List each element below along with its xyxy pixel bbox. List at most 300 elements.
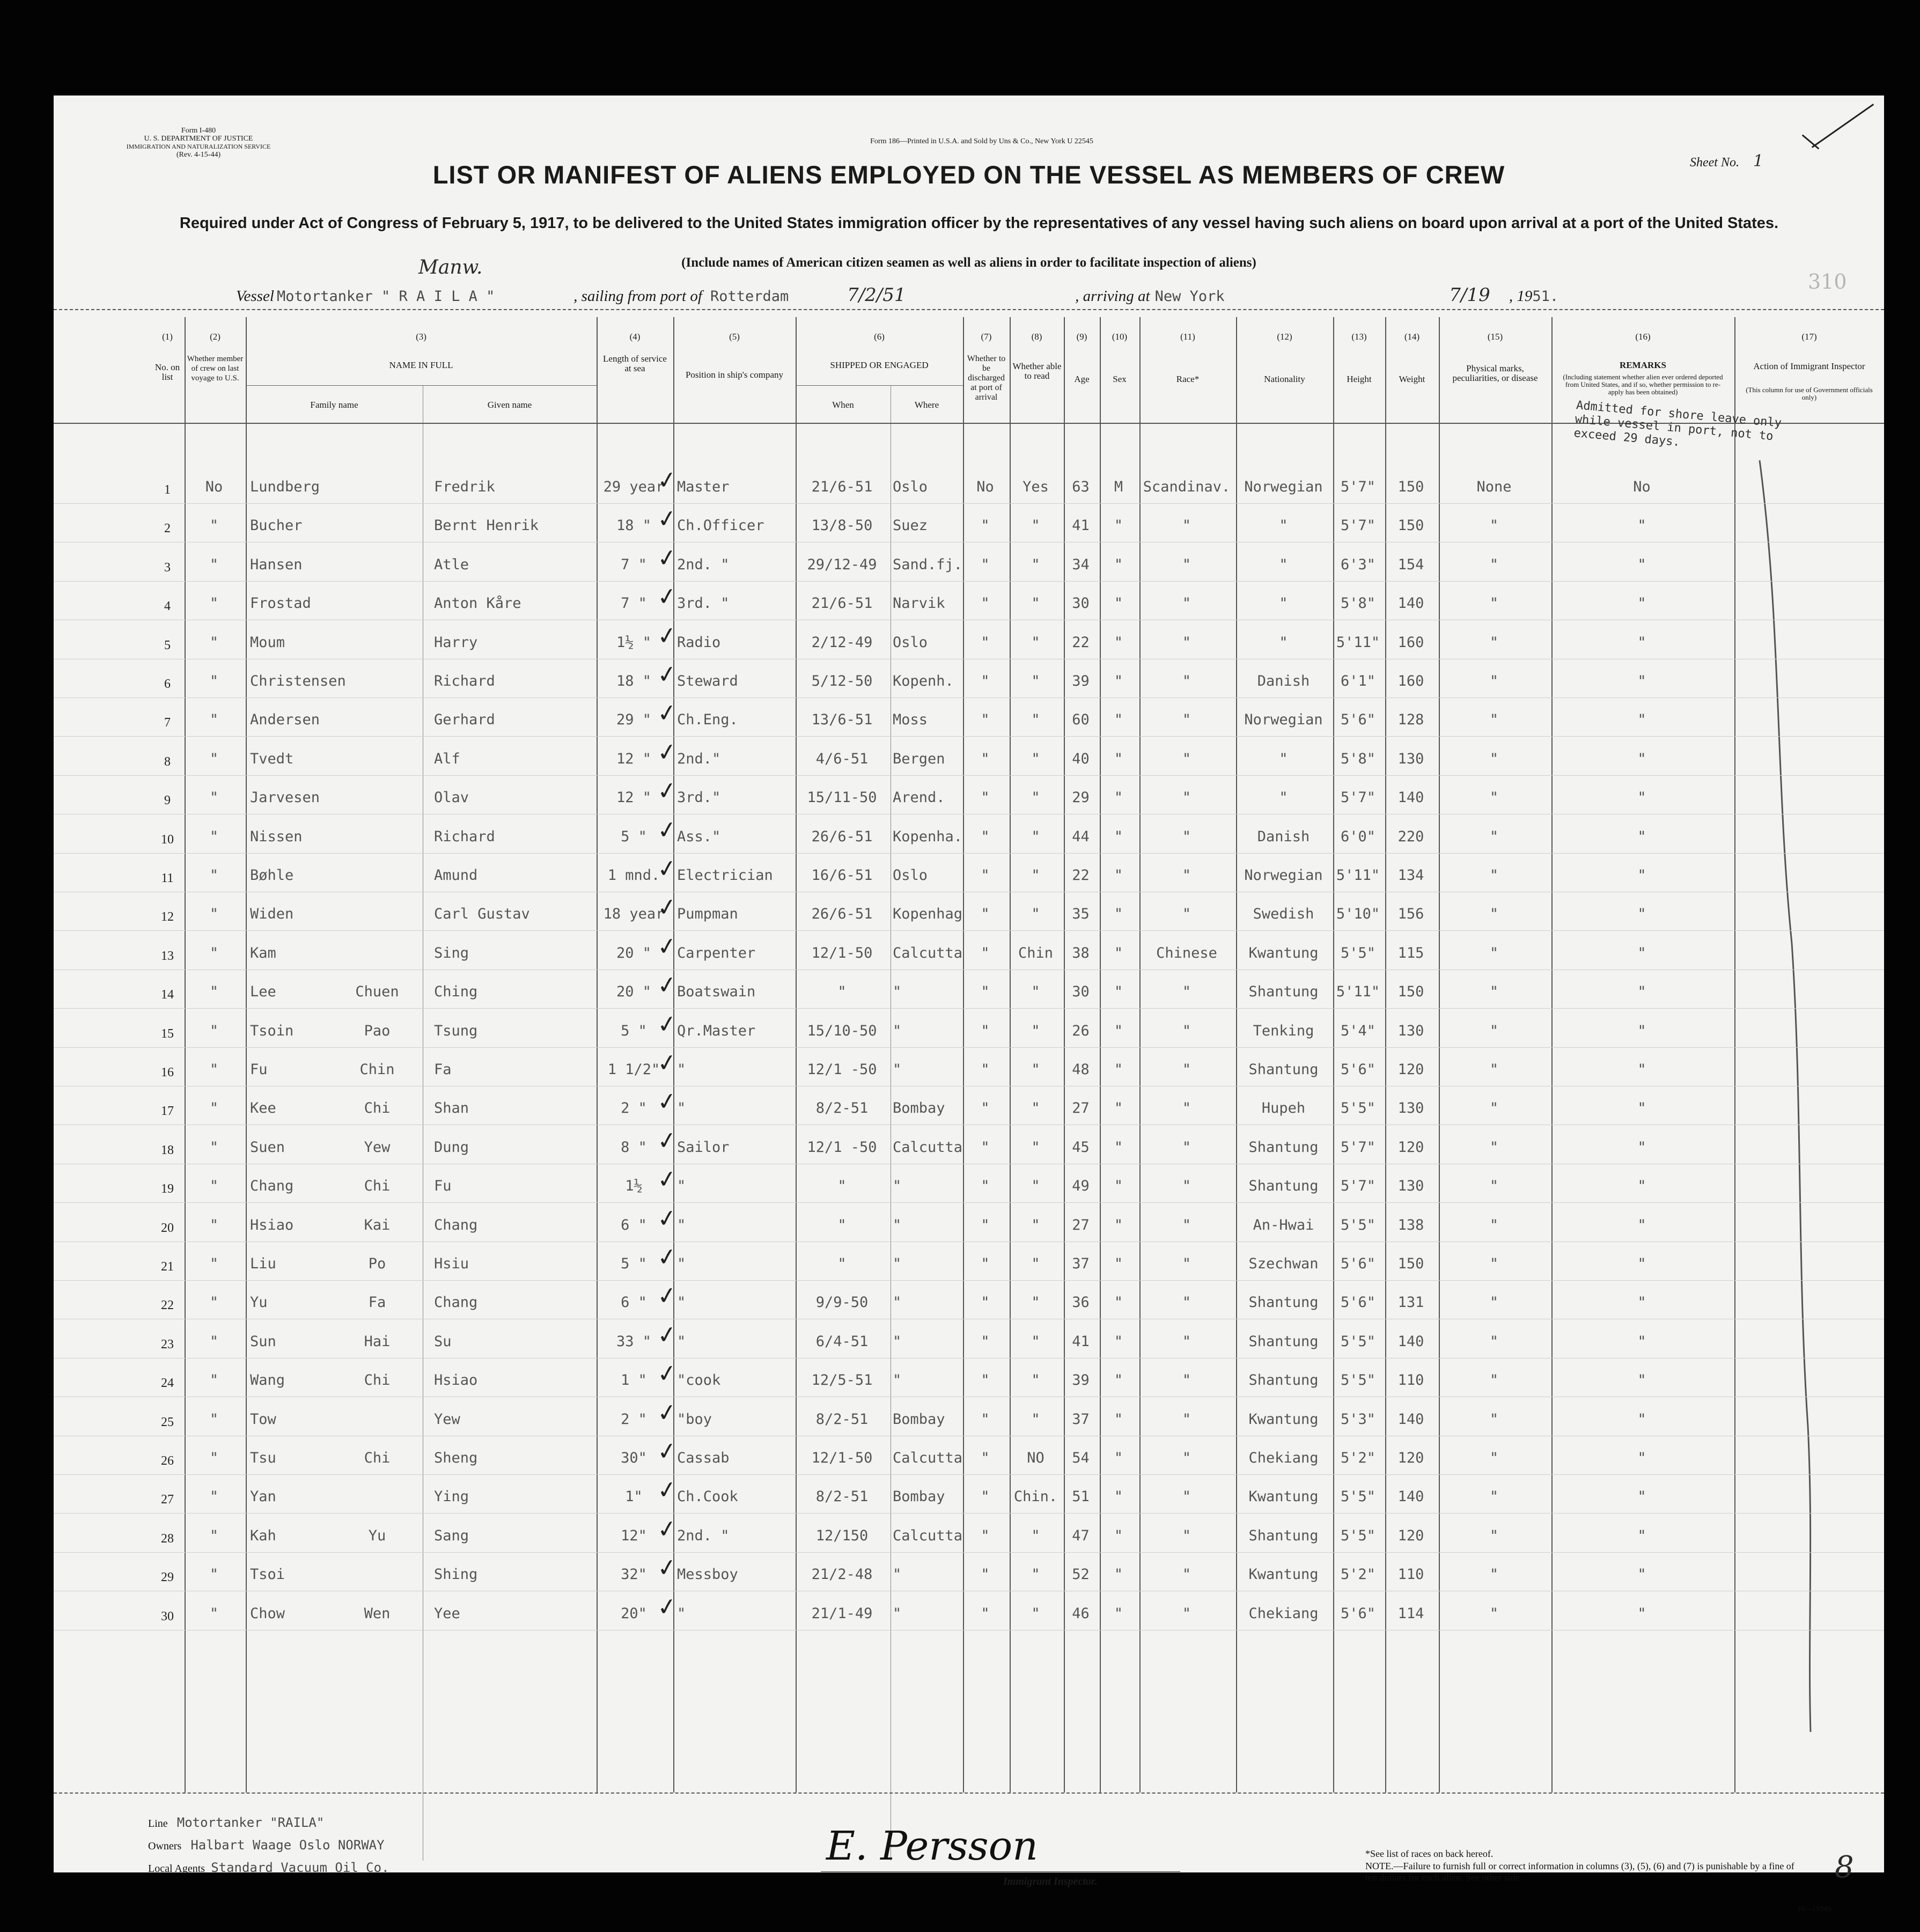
cell-prev-voyage: " [209, 1138, 219, 1156]
check-mark: ✓ [655, 970, 679, 1001]
cell-age: 36 [1072, 1294, 1090, 1311]
cell-remarks: " [1637, 711, 1646, 729]
cell-where: Suez [893, 517, 928, 534]
row-rule [54, 969, 1884, 970]
cell-when: " [837, 1255, 847, 1272]
page-subtitle: Required under Act of Congress of February 5, 1917, to be delivered to the United States immigration officer by the representatives of any vessel having such aliens on board upon arrival at a port of the United States. [179, 215, 1779, 232]
cell-nationality: Shantung [1248, 1333, 1319, 1350]
cell-age: 49 [1072, 1178, 1090, 1195]
cell-family-name: Moum [250, 634, 285, 651]
cell-prev-voyage: " [209, 1178, 219, 1195]
cell-position: Ass." [677, 828, 721, 845]
cell-family-name: Widen [250, 906, 294, 923]
arrival-date: 7/19 [1449, 284, 1490, 306]
cell-nationality: " [1279, 789, 1288, 806]
row-number: 4 [164, 599, 171, 614]
cell-when: 8/2-51 [815, 1488, 869, 1505]
cell-given-name: Richard [434, 828, 495, 845]
check-mark: ✓ [655, 659, 679, 690]
cell-weight: 131 [1397, 1294, 1424, 1311]
cell-height: 5'7" [1340, 1178, 1376, 1195]
cell-service: 29 " [616, 711, 652, 729]
cell-when: 12/1 -50 [807, 1138, 877, 1156]
cell-service: 18 " [616, 517, 652, 534]
cell-physical-marks: " [1489, 1061, 1499, 1078]
cell-age: 30 [1072, 595, 1090, 612]
cell-remarks: " [1637, 1527, 1646, 1544]
cell-family-name: Fu [250, 1061, 268, 1078]
cell-discharged: " [981, 1255, 990, 1272]
col-num-13: (13) [1351, 332, 1367, 342]
cell-where: " [893, 1372, 902, 1389]
column-divider [246, 317, 247, 1793]
header-subrule [246, 385, 597, 386]
cell-service: 12" [621, 1527, 647, 1544]
cell-race: " [1182, 1022, 1191, 1039]
cell-remarks: " [1637, 750, 1646, 767]
row-number: 2 [164, 521, 171, 536]
cell-prev-voyage: " [209, 1022, 219, 1039]
cell-position: Sailor [677, 1138, 730, 1156]
cell-where: " [893, 1333, 902, 1350]
owners-value: Halbart Waage Oslo NORWAY [190, 1838, 385, 1853]
cell-nationality: Norwegian [1244, 479, 1323, 495]
instruction-note: (Include names of American citizen seamen as well as aliens in order to facilitate inspection of aliens) [681, 255, 1256, 270]
cell-nationality: Tenking [1253, 1022, 1314, 1039]
row-number: 22 [161, 1298, 174, 1313]
cell-discharged: " [981, 634, 990, 651]
cell-race: " [1182, 1138, 1191, 1156]
col-head-shipped: SHIPPED OR ENGAGED [830, 360, 929, 370]
cell-family-name: Hansen [250, 556, 303, 573]
cell-physical-marks: " [1489, 673, 1499, 689]
cell-given-name: Chang [434, 1216, 478, 1233]
col-head-physical: Physical marks, peculiarities, or disease [1452, 363, 1538, 383]
cell-age: 22 [1072, 867, 1090, 884]
cell-read: " [1031, 673, 1040, 689]
col-head-no: No. on list [155, 362, 180, 382]
cell-sex: " [1114, 634, 1123, 651]
cell-position: 3rd. " [677, 595, 730, 612]
cell-remarks: " [1637, 1411, 1646, 1428]
cell-sex: " [1114, 711, 1123, 729]
row-rule [54, 853, 1884, 854]
cell-read: " [1031, 711, 1040, 729]
year-label: , 19 [1509, 288, 1533, 305]
cell-discharged: " [981, 1372, 990, 1389]
cell-family-name: Bucher [250, 517, 303, 534]
row-number: 16 [161, 1066, 174, 1079]
cell-prev-voyage: " [209, 1061, 219, 1078]
cell-height: 5'11" [1336, 867, 1380, 884]
cell-position: Cassab [677, 1450, 730, 1466]
cell-weight: 150 [1397, 479, 1424, 495]
cell-where: " [893, 1255, 902, 1272]
cell-position: Ch.Officer [677, 517, 764, 534]
cell-nationality: Norwegian [1244, 867, 1323, 884]
cell-where: " [893, 1294, 902, 1311]
cell-age: 34 [1072, 556, 1090, 573]
cell-prev-voyage: " [209, 595, 219, 612]
row-number: 15 [161, 1026, 174, 1041]
cell-where: Bergen [893, 750, 945, 767]
check-mark: ✓ [655, 1203, 679, 1233]
col-head-age: Age [1074, 374, 1090, 384]
row-number: 1 [164, 483, 171, 497]
cell-discharged: " [981, 983, 990, 1001]
row-number: 17 [161, 1104, 174, 1119]
cell-family-name: Jarvesen [250, 789, 320, 806]
cell-read: " [1031, 983, 1040, 1001]
col-num-9: (9) [1076, 332, 1087, 342]
cell-remarks: " [1637, 1372, 1646, 1389]
line-value: Motortanker "RAILA" [176, 1815, 325, 1830]
cell-read: " [1031, 595, 1040, 612]
cell-read: " [1031, 1255, 1040, 1272]
cell-remarks: " [1637, 1022, 1646, 1039]
cell-read: " [1031, 1022, 1040, 1039]
cell-prev-voyage: No [205, 479, 223, 495]
col-head-action: Action of Immigrant Inspector [1753, 361, 1865, 371]
cell-age: 27 [1072, 1216, 1090, 1233]
check-mark: ✓ [655, 699, 679, 729]
cell-position: Carpenter [677, 944, 756, 961]
cell-height: 5'8" [1340, 595, 1376, 612]
cell-race: " [1182, 1372, 1191, 1389]
cell-prev-voyage: " [209, 1216, 219, 1233]
cell-race: " [1182, 789, 1191, 806]
row-number: 29 [161, 1570, 174, 1585]
cell-position: Master [677, 479, 730, 495]
cell-given-name: Ching [434, 983, 478, 1001]
cell-family-name: Tsu [250, 1450, 276, 1466]
cell-discharged: " [981, 1333, 990, 1350]
cell-remarks: " [1637, 983, 1646, 1001]
cell-race: " [1182, 634, 1191, 651]
cell-sex: " [1114, 1022, 1123, 1039]
cell-age: 54 [1072, 1450, 1090, 1466]
port-from: Rotterdam [710, 288, 789, 305]
cell-prev-voyage: " [209, 906, 219, 923]
cell-discharged: " [981, 1411, 990, 1428]
cell-weight: 138 [1397, 1216, 1424, 1233]
cell-nationality: Shantung [1248, 1294, 1319, 1311]
cell-given-name: Shing [434, 1566, 478, 1583]
cell-nationality: Shantung [1248, 1138, 1319, 1156]
cell-physical-marks: " [1489, 1294, 1499, 1311]
cell-when: 16/6-51 [811, 867, 873, 884]
check-mark: ✓ [655, 1514, 679, 1545]
cell-read: " [1031, 906, 1040, 923]
row-number: 5 [164, 638, 171, 652]
cell-race: " [1182, 983, 1191, 1001]
cell-age: 52 [1072, 1566, 1090, 1583]
cell-physical-marks: " [1489, 1022, 1499, 1039]
cell-nationality: Danish [1257, 828, 1310, 845]
cell-read: " [1031, 867, 1040, 884]
vessel-line [236, 284, 1792, 306]
cell-family-name: Yu [250, 1294, 268, 1311]
cell-discharged: " [981, 1178, 990, 1195]
cell-given-name: Tsung [434, 1022, 478, 1039]
row-rule [54, 930, 1884, 931]
cell-discharged: " [981, 1566, 990, 1583]
col-head-action-sub: (This column for use of Government officials only) [1746, 386, 1873, 401]
cell-position: Electrician [677, 867, 773, 884]
cell-service: 1 1/2" [607, 1061, 660, 1078]
cell-prev-voyage: " [209, 1411, 219, 1428]
cell-sex: " [1114, 1178, 1123, 1195]
col-num-17: (17) [1801, 332, 1817, 342]
cell-middle-name: Kai [364, 1216, 391, 1233]
cell-where: " [893, 1178, 902, 1195]
cell-physical-marks: " [1489, 1333, 1499, 1350]
cell-service: 1" [625, 1488, 643, 1505]
col-head-prev-voyage: Whether member of crew on last voyage to U.S. [187, 355, 244, 383]
cell-remarks: " [1637, 517, 1646, 534]
cell-when: 21/1-49 [811, 1605, 873, 1622]
cell-height: 5'5" [1340, 1333, 1376, 1350]
cell-position: Radio [677, 634, 721, 651]
cell-position: " [677, 1216, 686, 1233]
cell-read: " [1031, 1605, 1040, 1622]
cell-sex: " [1114, 1488, 1123, 1505]
cell-when: " [837, 983, 847, 1001]
cell-read: " [1031, 556, 1040, 573]
cell-age: 22 [1072, 634, 1090, 651]
cell-discharged: " [981, 1061, 990, 1078]
cell-discharged: No [976, 479, 994, 495]
cell-service: 5 " [621, 828, 647, 845]
cell-family-name: Hsiao [250, 1216, 294, 1233]
col-num-11: (11) [1180, 332, 1195, 342]
row-number: 25 [161, 1415, 174, 1429]
cell-family-name: Andersen [250, 711, 320, 729]
cell-middle-name: Yew [364, 1138, 391, 1156]
cell-given-name: Yee [434, 1605, 460, 1622]
cell-position: "cook [677, 1372, 721, 1389]
cell-discharged: " [981, 944, 990, 961]
cell-sex: " [1114, 1333, 1123, 1350]
cell-service: 2 " [621, 1411, 647, 1428]
cell-remarks: " [1637, 1100, 1646, 1117]
cell-discharged: " [981, 1294, 990, 1311]
cell-remarks: " [1637, 789, 1646, 806]
cell-where: " [893, 1216, 902, 1233]
cell-physical-marks: " [1489, 906, 1499, 923]
cell-remarks: " [1637, 1216, 1646, 1233]
cell-physical-marks: " [1489, 634, 1499, 651]
check-mark: ✓ [655, 1126, 679, 1156]
cell-prev-voyage: " [209, 867, 219, 884]
cell-position: " [677, 1178, 686, 1195]
vessel-name: Motortanker " R A I L A " [276, 288, 495, 305]
cell-given-name: Atle [434, 556, 469, 573]
cell-when: 12/1-50 [811, 944, 873, 961]
row-rule [54, 1008, 1884, 1009]
cell-when: " [837, 1178, 847, 1195]
cell-given-name: Carl Gustav [434, 906, 530, 923]
cell-remarks: " [1637, 867, 1646, 884]
cell-race: " [1182, 1294, 1191, 1311]
cell-prev-voyage: " [209, 983, 219, 1001]
sheet-number: 1 [1753, 152, 1764, 171]
cell-weight: 110 [1397, 1372, 1424, 1389]
cell-read: " [1031, 1138, 1040, 1156]
col-head-remarks-sub: (Including statement whether alien ever ordered deported from United States, and if so, whether permission to re-apply has been obtained) [1563, 373, 1723, 396]
cell-age: 60 [1072, 711, 1090, 729]
cell-weight: 134 [1397, 867, 1424, 884]
cell-race: " [1182, 1450, 1191, 1466]
cell-age: 39 [1072, 673, 1090, 689]
col-head-when: When [832, 400, 854, 410]
cell-middle-name: Fa [368, 1294, 386, 1311]
cell-where: Bombay [893, 1411, 945, 1428]
cell-given-name: Gerhard [434, 711, 495, 729]
cell-family-name: Chow [250, 1605, 285, 1622]
cell-service: 33 " [616, 1333, 652, 1350]
col-head-nationality: Nationality [1264, 374, 1305, 384]
cell-age: 35 [1072, 906, 1090, 923]
cell-where: " [893, 1022, 902, 1039]
cell-service: 6 " [621, 1216, 647, 1233]
cell-age: 47 [1072, 1527, 1090, 1544]
cell-prev-voyage: " [209, 711, 219, 729]
check-mark [1802, 134, 1820, 149]
cell-family-name: Suen [250, 1138, 285, 1156]
cell-nationality: Kwantung [1248, 1566, 1319, 1583]
cell-given-name: Dung [434, 1138, 469, 1156]
cell-height: 5'5" [1340, 1372, 1376, 1389]
cell-given-name: Su [434, 1333, 452, 1350]
cell-sex: " [1114, 1138, 1123, 1156]
check-mark: ✓ [655, 1087, 679, 1117]
check-mark: ✓ [655, 1242, 679, 1273]
row-number: 27 [161, 1493, 174, 1507]
cell-discharged: " [981, 1450, 990, 1466]
cell-read: " [1031, 634, 1040, 651]
cell-remarks: " [1637, 1488, 1646, 1505]
cell-given-name: Olav [434, 789, 469, 806]
row-rule [54, 1513, 1884, 1514]
cell-age: 44 [1072, 828, 1090, 845]
row-number: 20 [161, 1221, 174, 1235]
cell-where: " [893, 983, 902, 1001]
cell-discharged: " [981, 1216, 990, 1233]
cell-where: Calcutta [893, 1527, 963, 1544]
cell-height: 5'5" [1340, 1488, 1376, 1505]
cell-age: 41 [1072, 517, 1090, 534]
cell-when: 9/9-50 [815, 1294, 869, 1311]
row-rule [54, 736, 1884, 737]
cell-position: 2nd. " [677, 1527, 730, 1544]
cell-where: Oslo [893, 479, 928, 495]
cell-weight: 220 [1397, 828, 1424, 845]
signature-line [821, 1871, 1180, 1872]
cell-service: 20 " [616, 944, 652, 961]
cell-read: " [1031, 1372, 1040, 1389]
cell-service: 7 " [621, 556, 647, 573]
cell-when: 6/4-51 [815, 1333, 869, 1350]
cell-position: " [677, 1333, 686, 1350]
col-head-name: NAME IN FULL [389, 360, 453, 370]
cell-discharged: " [981, 1022, 990, 1039]
cell-service: 20" [621, 1605, 647, 1622]
cell-service: 1½ [625, 1178, 643, 1195]
cell-prev-voyage: " [209, 1100, 219, 1117]
check-mark: ✓ [655, 582, 679, 612]
cell-physical-marks: " [1489, 983, 1499, 1001]
cell-where: Arend. [893, 789, 945, 806]
cell-race: " [1182, 1566, 1191, 1583]
cell-read: " [1031, 750, 1040, 767]
cell-physical-marks: " [1489, 1138, 1499, 1156]
row-number: 10 [161, 832, 174, 847]
col-num-6: (6) [874, 332, 885, 342]
cell-nationality: Danish [1257, 673, 1310, 689]
cell-nationality: Szechwan [1248, 1255, 1319, 1272]
vessel-annotation: Manw. [418, 256, 483, 278]
cell-age: 46 [1072, 1605, 1090, 1622]
cell-nationality: Shantung [1248, 1061, 1319, 1078]
cell-height: 5'6" [1340, 1255, 1376, 1272]
col-num-8: (8) [1031, 332, 1042, 342]
cell-given-name: Fu [434, 1178, 452, 1195]
cell-race: " [1182, 517, 1191, 534]
cell-position: Pumpman [677, 906, 738, 923]
cell-weight: 150 [1397, 983, 1424, 1001]
cell-height: 6'1" [1340, 673, 1376, 689]
cell-service: 2 " [621, 1100, 647, 1117]
col-num-3: (3) [416, 332, 426, 342]
cell-when: 12/150 [815, 1527, 869, 1544]
cell-given-name: Richard [434, 673, 495, 689]
check-mark: ✓ [655, 1358, 679, 1389]
row-number: 9 [164, 794, 171, 808]
year-value: 51. [1532, 288, 1559, 305]
sail-date: 7/2/51 [847, 284, 906, 306]
cell-when: 2/12-49 [811, 634, 873, 651]
check-mark: ✓ [655, 1398, 679, 1428]
cell-age: 39 [1072, 1372, 1090, 1389]
header-subrule [796, 385, 963, 386]
cell-where: Calcutta [893, 1450, 963, 1466]
cell-race: " [1182, 1333, 1191, 1350]
col-head-position: Position in ship's company [685, 370, 784, 380]
cell-race: " [1182, 711, 1191, 729]
cell-weight: 120 [1397, 1138, 1424, 1156]
cell-discharged: " [981, 828, 990, 845]
cell-read: " [1031, 1216, 1040, 1233]
cell-given-name: Anton Kåre [434, 595, 521, 612]
cell-service: 1½ " [616, 634, 652, 651]
row-number: 3 [164, 560, 171, 575]
cell-physical-marks: " [1489, 1566, 1499, 1583]
cell-family-name: Chang [250, 1178, 294, 1195]
cell-race: " [1182, 750, 1191, 767]
cell-remarks: " [1637, 595, 1646, 612]
cell-position: Qr.Master [677, 1022, 756, 1039]
cell-height: 5'6" [1340, 1605, 1376, 1622]
row-number: 30 [161, 1609, 174, 1624]
cell-remarks: " [1637, 1294, 1646, 1311]
cell-when: 12/1 -50 [807, 1061, 877, 1078]
cell-race: " [1182, 867, 1191, 884]
cell-sex: " [1114, 1566, 1123, 1583]
cell-race: Chinese [1156, 944, 1217, 961]
cell-family-name: Kah [250, 1527, 276, 1544]
cell-remarks: " [1637, 1566, 1646, 1583]
